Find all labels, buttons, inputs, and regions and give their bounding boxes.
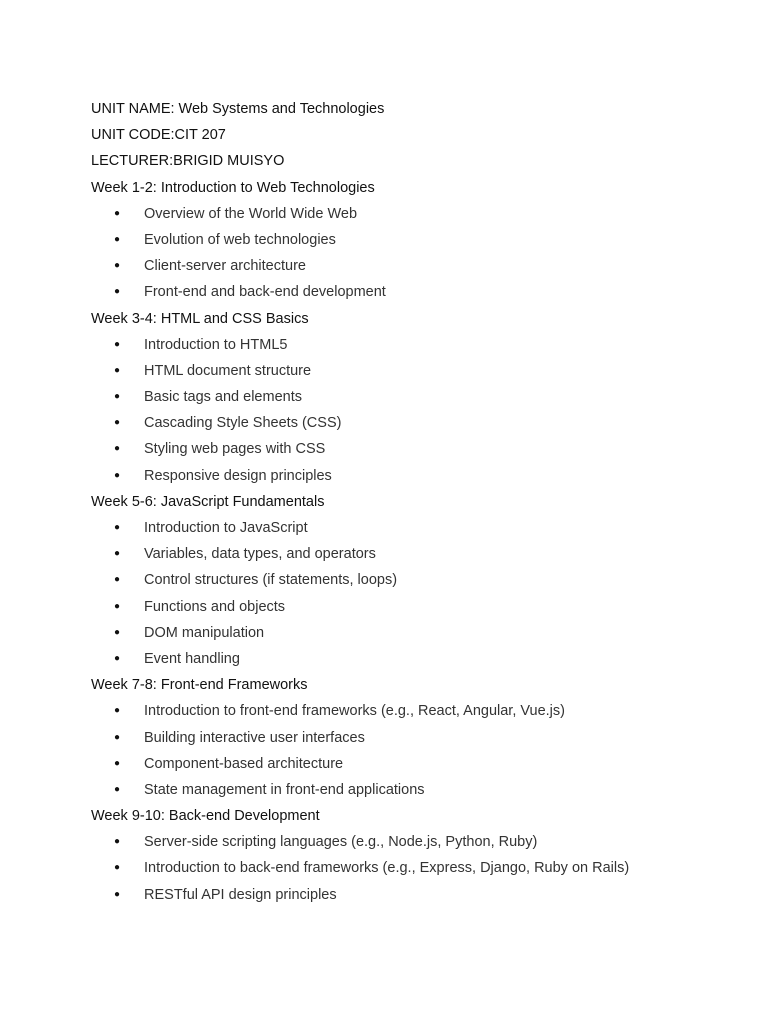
bullet-icon: ● bbox=[114, 626, 121, 638]
list-item-text: Responsive design principles bbox=[144, 467, 332, 484]
bullet-icon: ● bbox=[114, 731, 121, 743]
list-item-text: Basic tags and elements bbox=[144, 389, 302, 406]
bullet-icon: ● bbox=[114, 233, 121, 245]
list-item bbox=[91, 855, 711, 881]
bullet-icon: ● bbox=[114, 652, 121, 664]
list-item-text: Evolution of web technologies bbox=[144, 231, 336, 248]
bullet-icon: ● bbox=[114, 522, 121, 533]
week-section bbox=[91, 489, 711, 672]
week-section bbox=[91, 803, 711, 908]
list-item-text: Variables, data types, and operators bbox=[144, 546, 376, 563]
bullet-icon: ● bbox=[114, 364, 121, 376]
list-item bbox=[91, 725, 711, 751]
list-item-text: Introduction to HTML5 bbox=[144, 336, 288, 353]
list-item-text: Client-server architecture bbox=[144, 258, 306, 275]
document-content bbox=[91, 96, 711, 908]
list-item bbox=[91, 777, 711, 803]
unit-code: UNIT CODE:CIT 207 bbox=[91, 127, 226, 144]
list-item-text: Styling web pages with CSS bbox=[144, 441, 326, 458]
bullet-icon: ● bbox=[114, 862, 121, 874]
list-item-text: Cascading Style Sheets (CSS) bbox=[144, 415, 342, 432]
bullet-icon: ● bbox=[114, 286, 121, 298]
bullet-icon: ● bbox=[114, 548, 121, 560]
bullet-icon: ● bbox=[114, 888, 121, 900]
list-item bbox=[91, 279, 711, 305]
list-item-text: DOM manipulation bbox=[144, 624, 265, 641]
list-item bbox=[91, 410, 711, 436]
list-item-text: RESTful API design principles bbox=[144, 886, 337, 903]
bullet-icon: ● bbox=[114, 260, 121, 272]
list-item-text: Overview of the World Wide Web bbox=[144, 205, 358, 222]
week-section bbox=[91, 175, 711, 306]
list-item bbox=[91, 463, 711, 489]
list-item bbox=[91, 698, 711, 724]
bullet-icon: ● bbox=[114, 574, 121, 586]
list-item bbox=[91, 751, 711, 777]
bullet-icon: ● bbox=[114, 338, 121, 350]
list-item bbox=[91, 436, 711, 462]
section-heading: Week 9-10: Back-end Development bbox=[91, 808, 320, 825]
syllabus-sections bbox=[91, 175, 711, 908]
bullet-icon: ● bbox=[114, 836, 121, 848]
list-item-text: Building interactive user interfaces bbox=[144, 729, 365, 746]
list-item bbox=[91, 227, 711, 253]
bullet-icon: ● bbox=[114, 417, 121, 429]
bullet-icon: ● bbox=[114, 391, 121, 403]
list-item-text: State management in front-end applications bbox=[144, 781, 425, 798]
list-item-text: Front-end and back-end development bbox=[144, 284, 386, 301]
list-item-text: Component-based architecture bbox=[144, 755, 344, 772]
list-item-text: Functions and objects bbox=[144, 598, 286, 615]
section-heading: Week 5-6: JavaScript Fundamentals bbox=[91, 493, 325, 510]
list-item-text: Control structures (if statements, loops) bbox=[144, 572, 398, 589]
list-item-text: Introduction to back-end frameworks (e.g., Express, Django, Ruby on Rails) bbox=[144, 860, 630, 877]
list-item bbox=[91, 332, 711, 358]
unit-name: UNIT NAME: Web Systems and Technologies bbox=[91, 101, 385, 117]
list-item bbox=[91, 594, 711, 620]
list-item bbox=[91, 358, 711, 384]
bullet-icon: ● bbox=[114, 600, 121, 612]
list-item-text: HTML document structure bbox=[144, 362, 312, 379]
bullet-icon: ● bbox=[114, 705, 121, 717]
list-item-text: Introduction to front-end frameworks (e.g., React, Angular, Vue.js) bbox=[144, 703, 565, 720]
section-heading: Week 7-8: Front-end Frameworks bbox=[91, 677, 308, 694]
list-item bbox=[91, 567, 711, 593]
bullet-icon: ● bbox=[114, 469, 121, 481]
bullet-icon: ● bbox=[114, 783, 121, 795]
list-item-text: Introduction to JavaScript bbox=[144, 520, 308, 536]
section-heading: Week 1-2: Introduction to Web Technologies bbox=[91, 179, 375, 196]
bullet-icon: ● bbox=[114, 207, 121, 219]
list-item bbox=[91, 541, 711, 567]
list-item bbox=[91, 620, 711, 646]
list-item bbox=[91, 646, 711, 672]
lecturer: LECTURER:BRIGID MUISYO bbox=[91, 153, 285, 170]
section-heading: Week 3-4: HTML and CSS Basics bbox=[91, 310, 309, 327]
bullet-icon: ● bbox=[114, 443, 121, 455]
list-item bbox=[91, 384, 711, 410]
list-item bbox=[91, 201, 711, 227]
list-item-text: Server-side scripting languages (e.g., Node.js, Python, Ruby) bbox=[144, 834, 538, 851]
list-item bbox=[91, 882, 711, 908]
list-item bbox=[91, 515, 711, 541]
week-section bbox=[91, 306, 711, 489]
week-section bbox=[91, 672, 711, 803]
list-item-text: Event handling bbox=[144, 650, 240, 667]
bullet-icon: ● bbox=[114, 757, 121, 769]
list-item bbox=[91, 253, 711, 279]
list-item bbox=[91, 829, 711, 855]
